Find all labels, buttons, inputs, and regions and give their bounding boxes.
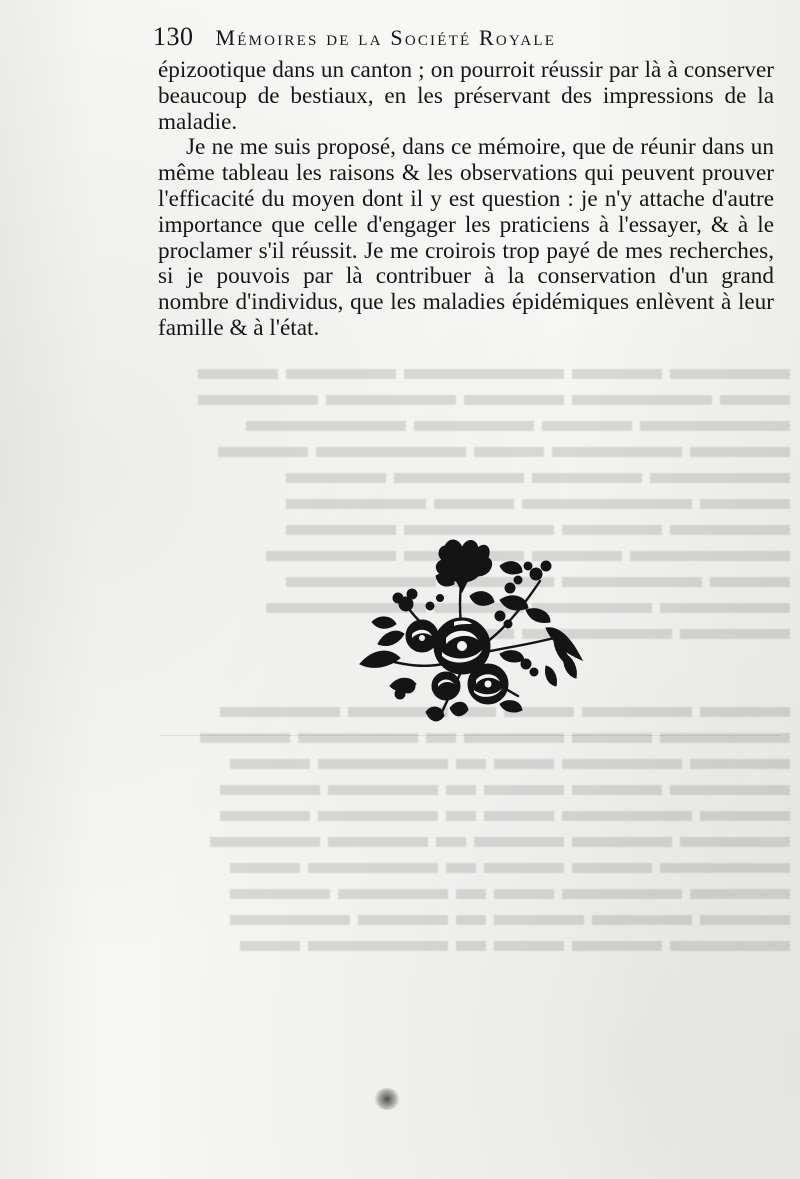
body-text <box>158 58 774 342</box>
ink-spot <box>374 1088 400 1110</box>
paragraph-continued: épizootique dans un canton ; on pourroit réussir par là à conserver beaucoup de bestiaux, en les préservant des impressions de la maladie. <box>158 57 774 135</box>
floral-vignette-icon <box>350 536 590 731</box>
page-number: 130 <box>153 22 194 51</box>
paragraph: Je ne me suis proposé, dans ce mémoire, que de réunir dans un même tableau les raisons & les observations qui peuvent prouver l'efficacité du moyen dont il y est question : je n'y attache d'autre importance que celle d'engager les praticiens à l'essayer, & à le proclamer s'il réussit. Je me croirois trop payé de mes recherches, si je pouvois par là contribuer à la conservation d'un grand nombre d'individus, que les maladies épidémiques enlèvent à leur famille & à l'état. <box>158 134 774 341</box>
running-title: Mémoires de la Société Royale <box>215 25 557 50</box>
running-head <box>153 22 713 58</box>
faint-rule <box>160 735 780 736</box>
